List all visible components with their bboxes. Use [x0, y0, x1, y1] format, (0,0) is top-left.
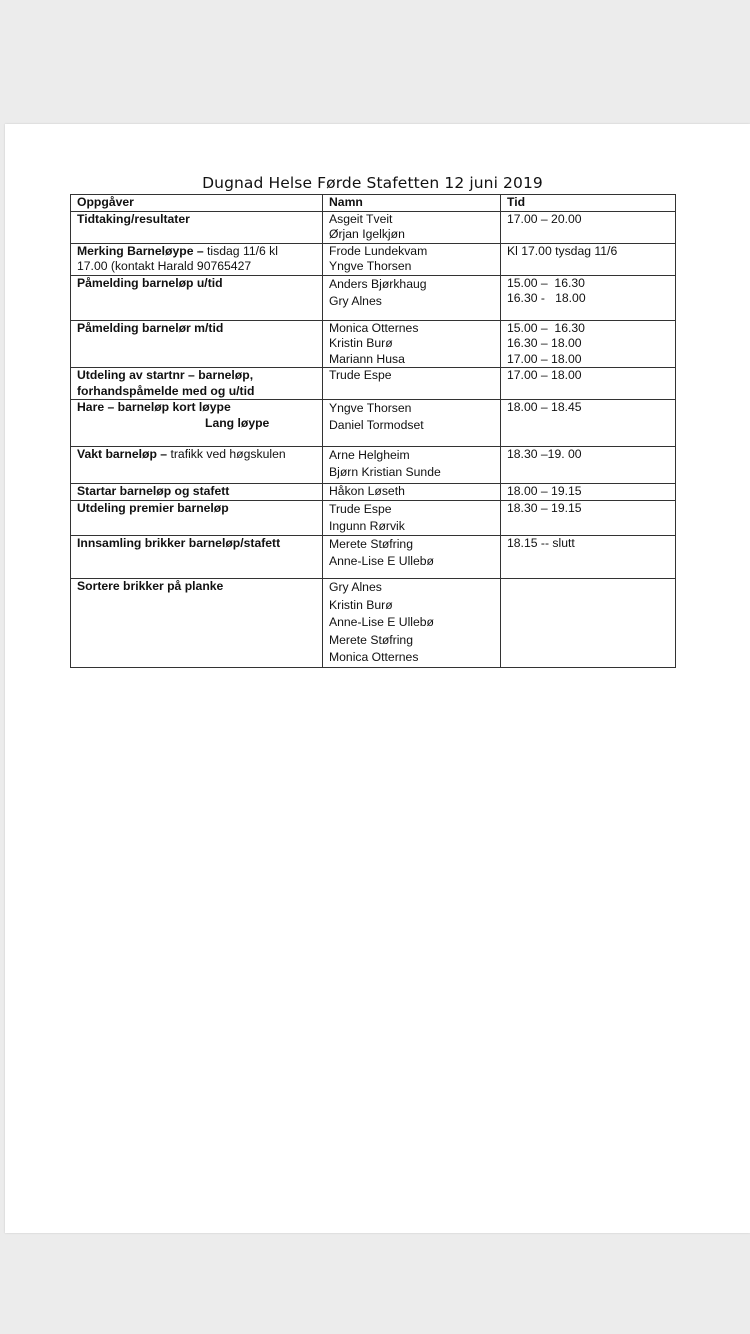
time-slot: 16.30 – 18.00: [507, 336, 582, 350]
names-cell: [323, 211, 501, 243]
task-line: [77, 501, 316, 517]
task-text: Merking Barneløype –: [77, 243, 204, 258]
task-line: [77, 244, 316, 260]
person-name: Anne-Lise E Ullebø: [329, 554, 434, 568]
time-cell: [501, 211, 676, 243]
task-cell: [71, 400, 323, 447]
task-line: [77, 384, 316, 400]
task-cell: [71, 368, 323, 400]
task-line: [77, 212, 316, 228]
task-text: tisdag 11/6 kl: [203, 243, 278, 258]
names-cell: [323, 400, 501, 447]
task-line: [77, 536, 316, 552]
time-cell: [501, 536, 676, 579]
time-slot: Kl 17.00 tysdag 11/6: [507, 243, 618, 258]
task-line: [77, 447, 316, 463]
time-cell: [501, 484, 676, 501]
person-name: Asgeit Tveit: [329, 211, 393, 226]
person-name: Frode Lundekvam: [329, 243, 428, 258]
task-text: Påmelding barneløp u/tid: [77, 275, 223, 290]
time-cell: [501, 447, 676, 484]
names-cell: [323, 275, 501, 320]
task-text: trafikk ved høgskulen: [167, 447, 286, 461]
time-cell: [501, 368, 676, 400]
time-cell: [501, 501, 676, 536]
person-name: Trude Espe: [329, 368, 392, 382]
task-line: [77, 416, 316, 432]
header-time: Tid: [501, 195, 676, 212]
time-slot: 17.00 – 20.00: [507, 211, 582, 226]
document-title: Dugnad Helse Førde Stafetten 12 juni 2019: [202, 174, 543, 192]
task-text: Sortere brikker på planke: [77, 579, 224, 593]
person-name: Bjørn Kristian Sunde: [329, 465, 441, 479]
task-text: Hare – barneløp kort løype: [77, 400, 231, 414]
table-row: [71, 400, 676, 447]
task-line: [77, 400, 316, 416]
person-name: Kristin Burø: [329, 597, 393, 612]
task-cell: [71, 320, 323, 368]
person-name: Arne Helgheim: [329, 448, 410, 462]
person-name: Trude Espe: [329, 502, 392, 516]
names-cell: [323, 536, 501, 579]
task-cell: [71, 579, 323, 668]
header-task: Oppgåver: [71, 195, 323, 212]
table-row: [71, 501, 676, 536]
person-name: Mariann Husa: [329, 351, 405, 366]
person-name: Gry Alnes: [329, 293, 382, 308]
person-name: Anders Bjørkhaug: [329, 276, 427, 291]
time-slot: 17.00 – 18.00: [507, 351, 582, 366]
table-row: [71, 368, 676, 400]
task-cell: [71, 243, 323, 275]
document-page: [5, 124, 750, 1233]
task-cell: [71, 447, 323, 484]
time-cell: [501, 243, 676, 275]
person-name: Merete Støfring: [329, 632, 413, 647]
task-line: [77, 579, 316, 595]
time-slot: 18.15 -- slutt: [507, 536, 575, 550]
task-text: Innsamling brikker barneløp/stafett: [77, 536, 281, 550]
task-text: forhandspåmelde med og u/tid: [77, 383, 255, 398]
person-name: Daniel Tormodset: [329, 418, 424, 432]
person-name: Ingunn Rørvik: [329, 519, 405, 533]
task-cell: [71, 501, 323, 536]
task-text: Startar barneløp og stafett: [77, 484, 230, 498]
person-name: Kristin Burø: [329, 336, 393, 350]
time-slot: 18.30 –19. 00: [507, 447, 582, 461]
names-cell: [323, 501, 501, 536]
time-slot: 15.00 – 16.30: [507, 275, 585, 290]
time-slot: 16.30 - 18.00: [507, 291, 586, 305]
time-slot: 17.00 – 18.00: [507, 368, 582, 382]
table-row: [71, 211, 676, 243]
table-row: [71, 579, 676, 668]
person-name: Gry Alnes: [329, 580, 382, 594]
task-text: Tidtaking/resultater: [77, 211, 190, 226]
time-slot: 18.00 – 19.15: [507, 484, 582, 498]
task-text: Påmelding barnelør m/tid: [77, 320, 224, 335]
person-name: Monica Otternes: [329, 650, 419, 664]
person-name: Håkon Løseth: [329, 484, 405, 498]
task-text: Utdeling premier barneløp: [77, 501, 229, 515]
time-cell: [501, 400, 676, 447]
names-cell: [323, 243, 501, 275]
person-name: Monica Otternes: [329, 320, 419, 335]
table-header-row: [71, 195, 676, 212]
time-cell: [501, 579, 676, 668]
table-row: [71, 320, 676, 368]
time-cell: [501, 320, 676, 368]
task-cell: [71, 484, 323, 501]
names-cell: [323, 579, 501, 668]
header-names: Namn: [323, 195, 501, 212]
person-name: Yngve Thorsen: [329, 259, 412, 273]
task-text: Vakt barneløp –: [77, 447, 168, 461]
task-text: Lang løype: [205, 415, 270, 430]
time-slot: 18.00 – 18.45: [507, 400, 582, 414]
task-cell: [71, 275, 323, 320]
names-cell: [323, 447, 501, 484]
person-name: Ørjan Igelkjøn: [329, 227, 405, 241]
task-line: [77, 321, 316, 337]
person-name: Yngve Thorsen: [329, 401, 412, 415]
duty-table: [70, 194, 676, 668]
table-row: [71, 275, 676, 320]
time-cell: [501, 275, 676, 320]
task-line: [77, 259, 316, 275]
task-text: Utdeling av startnr – barneløp,: [77, 368, 254, 382]
table-row: [71, 536, 676, 579]
task-line: [77, 484, 316, 500]
time-slot: 18.30 – 19.15: [507, 501, 582, 515]
task-cell: [71, 536, 323, 579]
person-name: Anne-Lise E Ullebø: [329, 615, 434, 629]
names-cell: [323, 484, 501, 501]
time-slot: 15.00 – 16.30: [507, 320, 585, 335]
task-text: 17.00 (kontakt Harald 90765427: [77, 259, 252, 273]
task-line: [77, 368, 316, 384]
task-cell: [71, 211, 323, 243]
person-name: Merete Støfring: [329, 537, 413, 551]
table-row: [71, 484, 676, 501]
table-row: [71, 243, 676, 275]
table-row: [71, 447, 676, 484]
task-line: [77, 276, 316, 292]
names-cell: [323, 368, 501, 400]
names-cell: [323, 320, 501, 368]
